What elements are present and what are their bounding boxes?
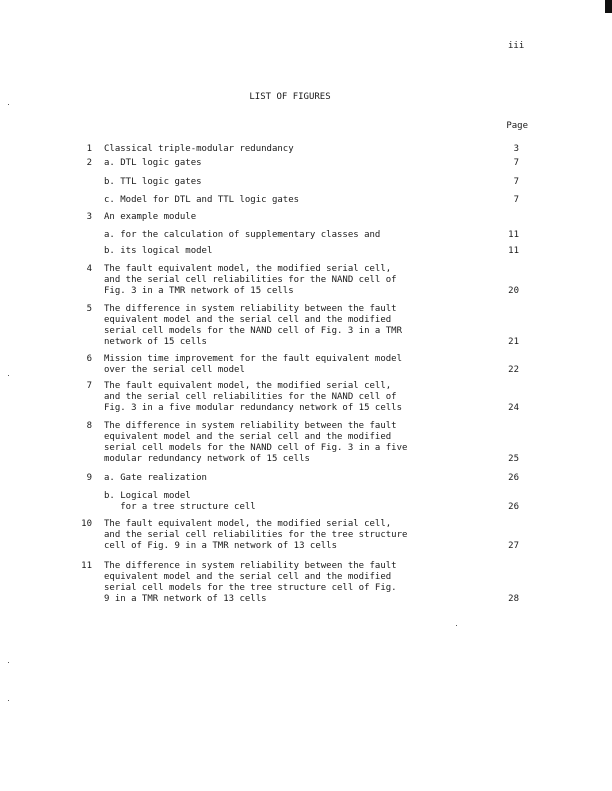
figure-caption [104, 246, 212, 257]
caption-line: cell of Fig. 9 in a TMR network of 13 cells [104, 541, 337, 551]
scan-edge-mark [605, 0, 612, 13]
caption-line: a. for the calculation of supplementary classes and [104, 230, 381, 240]
figure-caption [104, 177, 202, 188]
figure-number: 7 [86, 381, 92, 391]
caption-line: The fault equivalent model, the modified serial cell, [104, 264, 392, 274]
figure-number: 1 [86, 144, 92, 154]
figure-page-number: 27 [508, 541, 519, 551]
caption-line: and the serial cell reliabilities for the NAND cell of [104, 275, 397, 285]
figure-page-number: 22 [508, 365, 519, 375]
caption-line: Fig. 3 in a five modular redundancy network of 15 cells [104, 403, 403, 413]
caption-line: b. Logical model [104, 491, 191, 501]
caption-line: serial cell models for the NAND cell of Fig. 3 in a five [104, 443, 408, 453]
figure-page-number: 26 [508, 473, 519, 483]
figure-page-number: 20 [508, 286, 519, 296]
figure-page-number: 11 [508, 230, 519, 240]
figure-caption [104, 264, 397, 297]
caption-line: a. DTL logic gates [104, 158, 202, 168]
figure-number: 8 [86, 421, 92, 431]
caption-line: 9 in a TMR network of 13 cells [104, 594, 267, 604]
caption-line: Mission time improvement for the fault equivalent model [104, 354, 403, 364]
caption-line: network of 15 cells [104, 337, 207, 347]
figure-number: 3 [86, 212, 92, 222]
figure-caption [104, 491, 256, 513]
figure-caption [104, 158, 202, 169]
figure-page-number: 21 [508, 337, 519, 347]
figure-number: 5 [86, 304, 92, 314]
caption-line: The fault equivalent model, the modified serial cell, [104, 381, 392, 391]
figure-caption [104, 473, 207, 484]
figure-caption [104, 230, 380, 241]
figure-page-number: 25 [508, 454, 519, 464]
figure-number: 2 [86, 158, 92, 168]
figure-number: 4 [86, 264, 92, 274]
caption-line: An example module [104, 212, 197, 222]
caption-line: serial cell models for the NAND cell of Fig. 3 in a TMR [104, 326, 403, 336]
caption-line: The difference in system reliability between the fault [104, 421, 397, 431]
figure-page-number: 24 [508, 403, 519, 413]
caption-line: Classical triple-modular redundancy [104, 144, 294, 154]
figure-caption [104, 304, 402, 348]
figure-number: 10 [81, 519, 92, 529]
caption-line: and the serial cell reliabilities for the NAND cell of [104, 392, 397, 402]
page-number: iii [508, 41, 525, 51]
caption-line: equivalent model and the serial cell and the modified [104, 315, 392, 325]
caption-line: equivalent model and the serial cell and the modified [104, 572, 392, 582]
figure-page-number: 28 [508, 594, 519, 604]
caption-line: The fault equivalent model, the modified serial cell, [104, 519, 392, 529]
figure-caption [104, 519, 407, 552]
figure-page-number: 3 [513, 144, 519, 154]
caption-line: for a tree structure cell [104, 502, 256, 512]
figure-caption [104, 561, 397, 605]
page-column-header: Page [506, 121, 528, 131]
figure-number: 6 [86, 354, 92, 364]
figure-caption [104, 354, 402, 376]
caption-line: and the serial cell reliabilities for the tree structure [104, 530, 408, 540]
caption-line: c. Model for DTL and TTL logic gates [104, 195, 300, 205]
caption-line: equivalent model and the serial cell and the modified [104, 432, 392, 442]
scan-speck [8, 375, 9, 376]
scan-speck [8, 662, 9, 663]
caption-line: Fig. 3 in a TMR network of 15 cells [104, 286, 294, 296]
scan-speck [456, 625, 457, 626]
figure-caption [104, 195, 299, 206]
caption-line: b. TTL logic gates [104, 177, 202, 187]
figure-caption [104, 421, 407, 465]
scan-speck [8, 700, 9, 701]
caption-line: serial cell models for the tree structure cell of Fig. [104, 583, 397, 593]
caption-line: over the serial cell model [104, 365, 245, 375]
caption-line: b. its logical model [104, 246, 213, 256]
scan-speck [8, 104, 9, 105]
caption-line: The difference in system reliability between the fault [104, 304, 397, 314]
figure-caption [104, 381, 402, 414]
figure-number: 11 [81, 561, 92, 571]
caption-line: a. Gate realization [104, 473, 207, 483]
figure-page-number: 11 [508, 246, 519, 256]
figure-caption [104, 144, 294, 155]
caption-line: modular redundancy network of 15 cells [104, 454, 310, 464]
figure-page-number: 7 [513, 177, 519, 187]
figure-page-number: 7 [513, 195, 519, 205]
page-title: LIST OF FIGURES [249, 92, 331, 102]
figure-page-number: 26 [508, 502, 519, 512]
figure-number: 9 [86, 473, 92, 483]
figure-page-number: 7 [513, 158, 519, 168]
caption-line: The difference in system reliability between the fault [104, 561, 397, 571]
figure-caption [104, 212, 196, 223]
